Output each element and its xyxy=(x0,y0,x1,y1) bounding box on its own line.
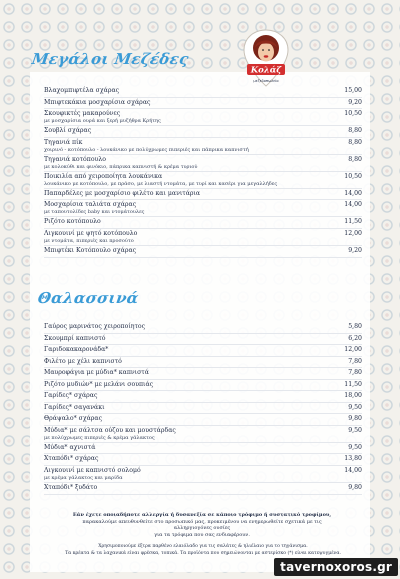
menu-item-name: Μύδια* με σάλτσα ούζου και μουστάρδας xyxy=(44,426,176,434)
menu-item-name: Φιλέτο με χέλι καπνιστό xyxy=(44,357,122,365)
menu-item-price: 14,00 xyxy=(344,201,362,209)
menu-item-name-block xyxy=(44,218,338,226)
menu-item-name-block xyxy=(44,427,338,441)
menu-item-price: 14,00 xyxy=(344,189,362,197)
meat-note: Τα κρέατα & τα λαχανικά είναι φρέσκα, τοπικά. Τα προϊόντα που σημειώνονται με αστερίσκο (*) είναι κατεψυγμένα. xyxy=(65,550,341,556)
menu-item xyxy=(44,334,362,346)
menu-item-name: Γαρίδες* σχάρας xyxy=(44,392,98,400)
menu-item-price: 8,80 xyxy=(348,127,362,135)
menu-item-price: 9,80 xyxy=(348,415,362,423)
menu-item-name: Βλαχομπιφτέλα σχάρας xyxy=(44,87,120,94)
menu-item-price: 11,50 xyxy=(344,380,362,388)
menu-item-name: Σκουμπρί καπνιστό xyxy=(44,334,106,342)
menu-item xyxy=(44,368,362,380)
menu-item-name: Λιγκουινί με ψητό κοτόπουλο xyxy=(44,229,138,237)
menu-item-price: 9,50 xyxy=(348,426,362,434)
menu-item-name-block xyxy=(44,404,338,412)
menu-item-price: 10,50 xyxy=(344,110,362,118)
section-title-seafood: Θαλασσινά xyxy=(36,289,140,307)
menu-item-name-block xyxy=(44,484,338,492)
logo-subtitle: μεζεδοπωλείο xyxy=(253,79,279,83)
menu-item xyxy=(44,466,362,483)
menu-item xyxy=(44,109,362,126)
menu-item xyxy=(44,246,362,258)
menu-item-price: 9,80 xyxy=(348,484,362,492)
menu-item-price: 12,00 xyxy=(344,346,362,354)
menu-item-name-block xyxy=(44,139,338,153)
menu-item-name-block xyxy=(44,127,338,135)
menu-item-price: 8,80 xyxy=(348,155,362,163)
menu-item xyxy=(44,345,362,357)
menu-item-name: Μπιφτέκι Κοτόπουλο σχάρας xyxy=(44,246,137,254)
menu-item-name-block xyxy=(44,156,338,170)
menu-item-price: 14,00 xyxy=(344,467,362,475)
menu-item-price: 5,80 xyxy=(348,323,362,330)
menu-item-name-block xyxy=(44,247,338,255)
site-watermark: tavernoxoros.gr xyxy=(274,558,398,576)
menu-item-description: λουκάνικο με κοτόπουλο, με πράσο, με λιαστή ντομάτα, με τυρί και κασέρι για μεγαλλήδες xyxy=(44,180,278,187)
menu-item-name: Μοσχαρίσια ταλιάτα σχάρας xyxy=(44,201,137,209)
allergy-line-2: παρακαλούμε απευθυνθείτε στο προσωπικό μας, προκειμένου να ενημερωθείτε σχετικά με τις αλληργιογόνες ουσίες xyxy=(82,518,322,531)
menu-item-description: με ταπουτολίδες baby και ντομάτουλες xyxy=(44,209,145,216)
menu-item-price: 9,50 xyxy=(348,443,362,451)
menu-item-name: Μαυροφάγια με μύδια* καπνιστά xyxy=(44,369,149,377)
section-title-big-mezedes: Μεγάλοι Μεζέδες xyxy=(30,50,190,68)
menu-item xyxy=(44,357,362,369)
menu-item-name-block xyxy=(44,99,338,107)
menu-item-name: Σκουφικτές μακαρούνες xyxy=(44,110,121,118)
menu-item-name: Ριζότο κοτόπουλο xyxy=(44,218,101,226)
menu-item xyxy=(44,414,362,426)
menu-item-name: Χταπόδι* ξυδάτο xyxy=(44,484,98,492)
menu-item-name-block xyxy=(44,415,338,423)
menu-item-name-block xyxy=(44,323,338,331)
menu-item-name: Γαριδοκακαρονάδα* xyxy=(44,346,109,354)
menu-item-name-block xyxy=(44,230,338,244)
menu-item-price: 9,50 xyxy=(348,403,362,411)
menu-item-name: Μπιφτεκάκια μοσχαρίσια σχάρας xyxy=(44,98,151,106)
menu-item-name-block xyxy=(44,392,338,400)
menu-item-name-block xyxy=(44,346,338,354)
menu-item xyxy=(44,403,362,415)
menu-item-description: με μοσχαρίσια ουρά και ξερή μυζήθρα Κρήτης xyxy=(44,118,161,125)
allergy-notice xyxy=(64,512,340,538)
logo-wordmark: Κολάζ xyxy=(250,65,282,76)
menu-item-name: Ριζότο μυδιών* με μελάνι σουπιάς xyxy=(44,380,154,388)
menu-item-name: Λιγκουινί με καπνιστό σολομό xyxy=(44,467,141,475)
menu-item xyxy=(44,126,362,138)
menu-item-name-block xyxy=(44,110,338,124)
menu-item-description: με κολοκύθι και φινόκιο, πάπρικα καπνιστή & κρέμα τυριού xyxy=(44,163,198,170)
menu-item xyxy=(44,483,362,495)
menu-item-price: 18,00 xyxy=(344,392,362,400)
menu-item-price: 6,20 xyxy=(348,334,362,342)
menu-item-price: 12,00 xyxy=(344,229,362,237)
menu-item-name-block xyxy=(44,381,338,389)
menu-item xyxy=(44,200,362,217)
menu-item-name: Χταπόδι* σχάρας xyxy=(44,455,99,463)
menu-item-description: με ντομάτα, πιπεριές και προσούτο xyxy=(44,237,134,244)
menu-item-name: Γαύρος μαρινάτος χειροποίητος xyxy=(44,323,146,330)
menu-item-name-block xyxy=(44,201,338,215)
menu-item-name-block xyxy=(44,369,338,377)
menu-item-name: Μύδια* αχνιστά xyxy=(44,443,96,451)
menu-item-description: με κρέμα γάλακτος και μαρίδα xyxy=(44,475,123,482)
menu-item xyxy=(44,443,362,455)
allergy-line-3: για τα τρόφιμα που σας ενδιαφέρουν. xyxy=(154,531,250,538)
menu-item xyxy=(44,86,362,98)
menu-item-price: 10,50 xyxy=(344,172,362,180)
ingredients-notice xyxy=(48,544,358,557)
menu-item-description: με πολύχρωμες πιπεριές & κρέμα γάλακτος xyxy=(44,434,155,441)
menu-item xyxy=(44,454,362,466)
menu-item xyxy=(44,322,362,334)
menu-item-name-block xyxy=(44,335,338,343)
menu-item-price: 15,00 xyxy=(344,87,362,94)
menu-item xyxy=(44,229,362,246)
menu-item xyxy=(44,380,362,392)
menu-item-name-block xyxy=(44,444,338,452)
menu-item xyxy=(44,138,362,155)
menu-item-name-block xyxy=(44,190,338,198)
menu-item-name: Σουβλί σχάρας xyxy=(44,127,92,135)
oil-note: Χρησιμοποιούμε έξτρα παρθένο ελαιόλαδο για τις σαλάτες & ηλιέλαιο για το τηγάνισμα. xyxy=(98,544,308,549)
menu-item-price: 13,80 xyxy=(344,455,362,463)
menu-item-price: 9,20 xyxy=(348,98,362,106)
menu-list-seafood xyxy=(44,322,362,495)
menu-item-name: Τηγανιά πίκ xyxy=(44,138,83,146)
menu-item-price: 7,80 xyxy=(348,357,362,365)
allergy-line-1: Εάν έχετε οποιαδήποτε αλλεργία ή δυσανεξία σε κάποιο τρόφιμο ή συστατικό τροφίμου, xyxy=(72,512,332,518)
menu-item-name: Θράψαλο* σχάρας xyxy=(44,415,103,423)
menu-item-name: Γαρίδες* σαγανάκι xyxy=(44,403,105,411)
menu-item-name-block xyxy=(44,173,338,187)
menu-item xyxy=(44,391,362,403)
menu-item-price: 11,50 xyxy=(344,218,362,226)
menu-item-name-block xyxy=(44,455,338,463)
menu-item-name: Τηγανιά κοτόπουλο xyxy=(44,155,106,163)
menu-item-price: 7,80 xyxy=(348,369,362,377)
menu-item-price: 8,80 xyxy=(348,138,362,146)
menu-list-mezedes xyxy=(44,86,362,258)
menu-item xyxy=(44,98,362,110)
menu-item-name-block xyxy=(44,358,338,366)
menu-item xyxy=(44,172,362,189)
menu-item xyxy=(44,426,362,443)
menu-item-price: 9,20 xyxy=(348,246,362,254)
menu-item-name: Ποικιλία από χειροποίητα λουκάνικα xyxy=(44,172,163,180)
menu-item-name-block xyxy=(44,87,338,95)
menu-item-name-block xyxy=(44,467,338,481)
menu-item-description: χοιρινό - κοτόπουλο - λουκάνικο με πολύχρωμες πιπεριές και πάπρικα καπνιστή xyxy=(44,146,249,153)
menu-item xyxy=(44,217,362,229)
menu-item xyxy=(44,189,362,201)
menu-item xyxy=(44,155,362,172)
menu-item-name: Παπαρδέλες με μοσχαρίσιο φιλέτο και μανιτάρια xyxy=(44,189,201,197)
